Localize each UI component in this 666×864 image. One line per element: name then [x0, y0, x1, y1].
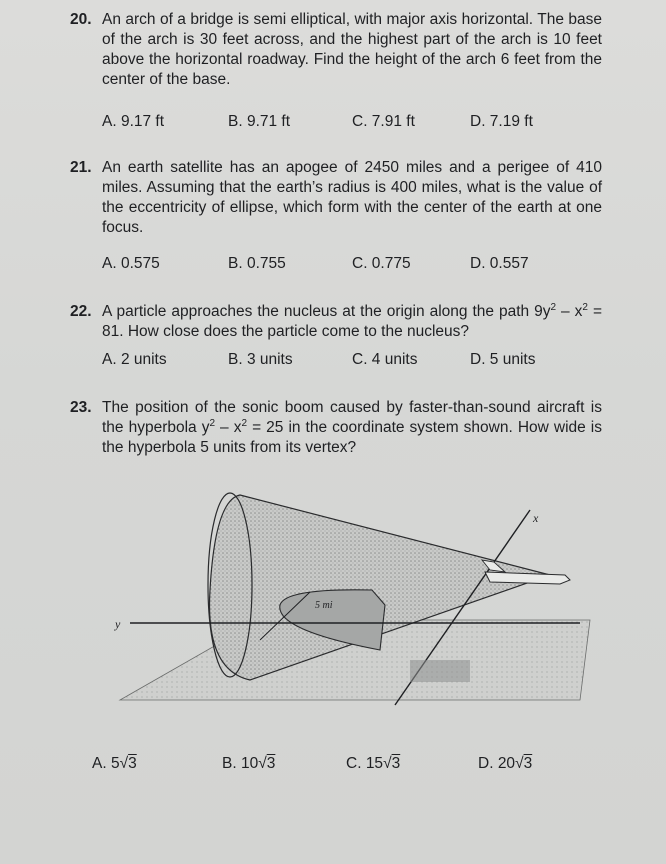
choice-d: D. 0.557 — [470, 255, 529, 272]
choice-a: A. 9.17 ft — [102, 113, 165, 130]
question-text: An earth satellite has an apogee of 2450 miles and a perigee of 410 miles. Assuming that the earth’s radius is 400 miles, what is the value of the eccentricity of ellipse, which form with the center of the earth at one focus. — [102, 159, 602, 236]
airplane-icon — [485, 572, 570, 584]
choice-a: A. 0.575 — [102, 255, 160, 272]
question-number: 21. — [70, 159, 92, 176]
choice-d: D. 5 units — [470, 351, 536, 368]
axis-label-x: x — [533, 511, 539, 525]
choice-a: A. 5√3 — [92, 755, 137, 772]
question-text: A particle approaches the nucleus at the origin along the path $9y^2 - x^2 = 81$. How close does the particle come to the nucleus? — [102, 301, 602, 340]
question-number: 20. — [70, 11, 92, 28]
choice-a: A. 2 units — [102, 351, 167, 368]
ground-shadow — [410, 660, 470, 682]
question-20 — [70, 10, 602, 130]
question-text: The position of the sonic boom caused by faster-than-sound aircraft is the hyperbola $y^2 - x^2 = 25$ in the coordinate system shown. How wide is the hyperbola 5 units from its vertex? — [102, 399, 602, 456]
dimension-label: 5 mi — [315, 600, 333, 611]
question-22 — [70, 301, 602, 368]
choice-c: C. 7.91 ft — [352, 113, 415, 130]
question-21 — [70, 158, 602, 272]
question-23 — [70, 398, 602, 458]
choice-c: C. 0.775 — [352, 255, 411, 272]
choice-b: B. 3 units — [228, 351, 293, 368]
choice-d: D. 20√3 — [478, 755, 533, 772]
choice-c: C. 15√3 — [346, 755, 401, 772]
question-text: An arch of a bridge is semi elliptical, with major axis horizontal. The base of the arch is 30 feet across, and the highest part of the arch is 10 feet above the horizontal roadway. Find the height of the arch 6 feet from the center of the base. — [102, 11, 602, 88]
choice-d: D. 7.19 ft — [470, 113, 533, 130]
choice-b: B. 10√3 — [222, 755, 276, 772]
axis-label-y: y — [115, 617, 121, 631]
question-number: 22. — [70, 303, 92, 320]
choice-b: B. 0.755 — [228, 255, 286, 272]
sonic-boom-figure — [110, 480, 600, 710]
question-number: 23. — [70, 399, 92, 416]
choice-c: C. 4 units — [352, 351, 418, 368]
choice-b: B. 9.71 ft — [228, 113, 291, 130]
